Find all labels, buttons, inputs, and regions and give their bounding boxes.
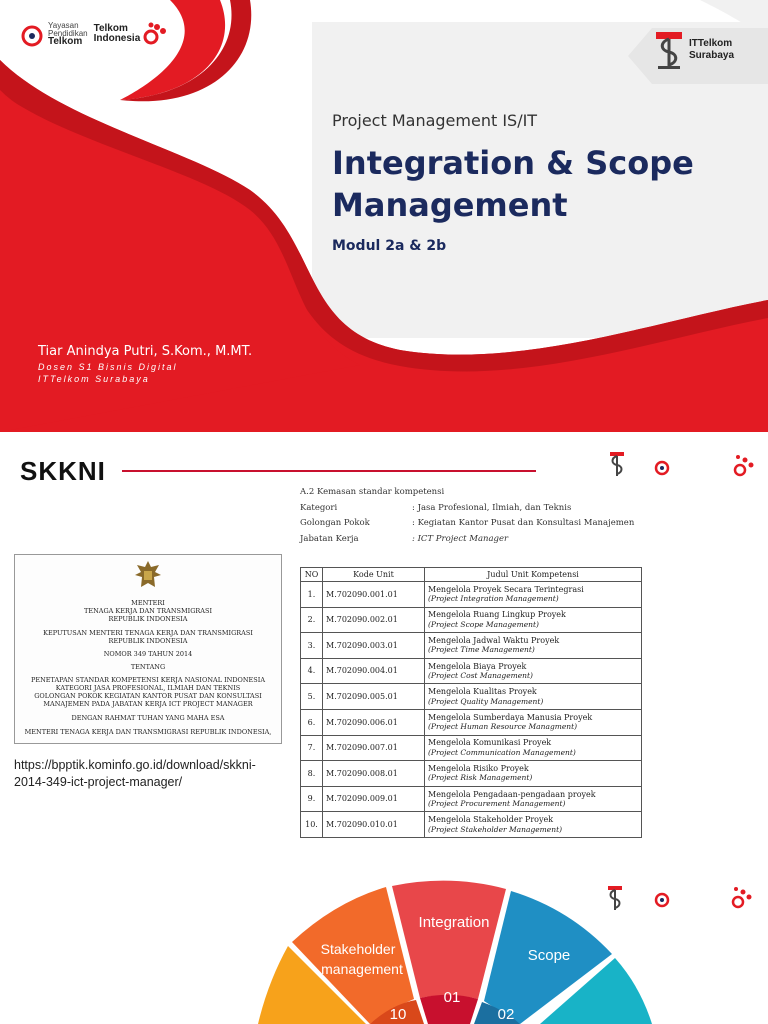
table-row bbox=[301, 633, 642, 659]
cell-no: 4. bbox=[301, 658, 323, 684]
table-body bbox=[301, 582, 642, 838]
judul-id: Mengelola Sumberdaya Manusia Proyek bbox=[428, 712, 593, 722]
doc-line-11: MANAJEMEN PADA JABATAN KERJA ICT PROJECT MANAGER bbox=[43, 700, 253, 708]
header-no: NO bbox=[301, 568, 323, 582]
cell-kode: M.702090.010.01 bbox=[323, 812, 425, 838]
itts-line2: Surabaya bbox=[689, 50, 735, 61]
slide3-logos bbox=[608, 886, 752, 910]
ypt-logo-icon bbox=[20, 20, 48, 48]
table-row bbox=[301, 607, 642, 633]
cell-kode: M.702090.008.01 bbox=[323, 761, 425, 787]
kemasan-value: : Jasa Profesional, Ilmiah, dan Teknis bbox=[412, 502, 572, 513]
num-integration: 01 bbox=[443, 989, 461, 1006]
cell-no: 7. bbox=[301, 735, 323, 761]
doc-line-3: REPUBLIK INDONESIA bbox=[108, 615, 188, 623]
label-stakeholder-line2: management bbox=[321, 961, 403, 977]
partner-logos-icon bbox=[606, 446, 756, 482]
cell-judul bbox=[425, 761, 642, 787]
title-slide bbox=[0, 0, 768, 432]
doc-line-10: GOLONGAN POKOK KEGIATAN KANTOR PUSAT DAN KONSULTASI bbox=[34, 692, 262, 700]
doc-line-6: NOMOR 349 TAHUN 2014 bbox=[103, 650, 193, 658]
judul-id: Mengelola Pengadaan-pengadaan proyek bbox=[428, 789, 596, 799]
table-row bbox=[301, 735, 642, 761]
table-row bbox=[301, 582, 642, 608]
table-row bbox=[301, 786, 642, 812]
judul-en: (Project Human Resource Managment) bbox=[428, 722, 578, 732]
kemasan-key: Golongan Pokok bbox=[300, 518, 370, 528]
cell-no: 1. bbox=[301, 582, 323, 608]
cell-judul bbox=[425, 633, 642, 659]
judul-en: (Project Scope Management) bbox=[428, 619, 539, 629]
kemasan-key: Kategori bbox=[300, 502, 338, 513]
doc-line-7: TENTANG bbox=[130, 663, 166, 671]
author-name: Tiar Anindya Putri, S.Kom., M.MT. bbox=[38, 344, 253, 359]
course-subtitle: Project Management IS/IT bbox=[332, 111, 538, 130]
cell-kode: M.702090.006.01 bbox=[323, 709, 425, 735]
label-stakeholder-line1: Stakeholder bbox=[320, 941, 396, 957]
table-row bbox=[301, 761, 642, 787]
cell-no: 5. bbox=[301, 684, 323, 710]
kemasan-block bbox=[300, 485, 634, 547]
cell-kode: M.702090.001.01 bbox=[323, 582, 425, 608]
kemasan-value: : Kegiatan Kantor Pusat dan Konsultasi Manajemen bbox=[412, 518, 635, 528]
ypt-line1: Yayasan bbox=[48, 21, 79, 30]
telkom-line2: Indonesia bbox=[93, 33, 141, 44]
kemasan-key: Jabatan Kerja bbox=[300, 533, 359, 544]
judul-en: (Project Stakeholder Management) bbox=[428, 824, 563, 834]
cell-no: 3. bbox=[301, 633, 323, 659]
doc-line-1: MENTERI bbox=[131, 599, 165, 607]
judul-id: Mengelola Ruang Lingkup Proyek bbox=[428, 610, 566, 620]
header-logos bbox=[606, 446, 756, 487]
judul-en: (Project Integration Management) bbox=[428, 594, 559, 604]
cell-judul bbox=[425, 812, 642, 838]
cell-no: 2. bbox=[301, 607, 323, 633]
slide-title-line2: Management bbox=[332, 186, 568, 224]
judul-id: Mengelola Proyek Secara Terintegrasi bbox=[428, 584, 584, 594]
cell-kode: M.702090.004.01 bbox=[323, 658, 425, 684]
ypt-line3: Telkom bbox=[48, 36, 83, 47]
cell-judul bbox=[425, 582, 642, 608]
kemasan-heading: A.2 Kemasan standar kompetensi bbox=[300, 487, 445, 497]
cell-judul bbox=[425, 607, 642, 633]
kemasan-row bbox=[300, 501, 634, 517]
judul-id: Mengelola Biaya Proyek bbox=[428, 661, 527, 671]
ittelkom-surabaya-logo bbox=[652, 30, 734, 70]
cell-kode: M.702090.007.01 bbox=[323, 735, 425, 761]
table-row bbox=[301, 812, 642, 838]
garuda-emblem-icon bbox=[133, 559, 163, 593]
judul-en: (Project Quality Management) bbox=[428, 696, 544, 706]
author-role-line2: ITTelkom Surabaya bbox=[38, 374, 150, 384]
cell-judul bbox=[425, 658, 642, 684]
label-scope: Scope bbox=[527, 947, 571, 964]
doc-line-12: DENGAN RAHMAT TUHAN YANG MAHA ESA bbox=[71, 714, 225, 722]
ypt-line2: Pendidikan bbox=[48, 29, 88, 38]
judul-en: (Project Procurement Management) bbox=[428, 799, 566, 809]
author-role-line1: Dosen S1 Bisnis Digital bbox=[38, 362, 178, 372]
telkom-indonesia-logo bbox=[94, 24, 141, 44]
kemasan-row bbox=[300, 516, 634, 532]
cell-no: 10. bbox=[301, 812, 323, 838]
doc-line-9: KATEGORI JASA PROFESIONAL, ILMIAH DAN TEKNIS bbox=[55, 684, 241, 692]
cell-kode: M.702090.005.01 bbox=[323, 684, 425, 710]
title-divider bbox=[122, 470, 536, 472]
table-row bbox=[301, 684, 642, 710]
judul-en: (Project Risk Management) bbox=[428, 773, 533, 783]
table-row bbox=[301, 658, 642, 684]
competency-unit-table bbox=[300, 567, 642, 838]
label-integration: Integration bbox=[418, 914, 490, 931]
cell-no: 9. bbox=[301, 786, 323, 812]
doc-line-4: KEPUTUSAN MENTERI TENAGA KERJA DAN TRANSMIGRASI bbox=[43, 629, 253, 637]
judul-id: Mengelola Risiko Proyek bbox=[428, 763, 529, 773]
slide-title-line1: Integration & Scope bbox=[332, 144, 694, 182]
cell-kode: M.702090.002.01 bbox=[323, 607, 425, 633]
header-judul: Judul Unit Kompetensi bbox=[425, 568, 642, 582]
cell-judul bbox=[425, 684, 642, 710]
telkom-line1: Telkom bbox=[93, 23, 128, 34]
modul-label: Modul 2a & 2b bbox=[332, 238, 447, 254]
table-header-row bbox=[301, 568, 642, 582]
kemasan-row bbox=[300, 532, 634, 548]
skkni-slide bbox=[0, 432, 768, 864]
kemasan-value: : ICT Project Manager bbox=[412, 533, 509, 544]
judul-en: (Project Communication Management) bbox=[428, 747, 576, 757]
knowledge-wheel bbox=[0, 864, 768, 1024]
ypt-logo bbox=[20, 20, 168, 48]
cell-judul bbox=[425, 786, 642, 812]
judul-id: Mengelola Stakeholder Proyek bbox=[428, 815, 554, 825]
source-link[interactable]: https://bpptik.kominfo.go.id/download/skkni-2014-349-ict-project-manager/ bbox=[14, 758, 256, 789]
cell-no: 6. bbox=[301, 709, 323, 735]
cell-judul bbox=[425, 735, 642, 761]
knowledge-areas-slide bbox=[0, 864, 768, 1024]
itts-line1: ITTelkom bbox=[689, 38, 733, 49]
table-row bbox=[301, 709, 642, 735]
judul-id: Mengelola Kualitas Proyek bbox=[428, 687, 537, 697]
doc-line-13: MENTERI TENAGA KERJA DAN TRANSMIGRASI REPUBLIK INDONESIA, bbox=[24, 728, 272, 736]
judul-id: Mengelola Jadwal Waktu Proyek bbox=[428, 635, 560, 645]
author-role bbox=[38, 361, 178, 385]
doc-line-8: PENETAPAN STANDAR KOMPETENSI KERJA NASIONAL INDONESIA bbox=[30, 676, 266, 684]
cell-kode: M.702090.009.01 bbox=[323, 786, 425, 812]
decree-document-image bbox=[14, 554, 282, 744]
header-kode: Kode Unit bbox=[323, 568, 425, 582]
slide-title bbox=[332, 142, 732, 226]
skkni-title: SKKNI bbox=[20, 456, 106, 486]
judul-en: (Project Cost Management) bbox=[428, 671, 533, 681]
cell-no: 8. bbox=[301, 761, 323, 787]
judul-en: (Project Time Management) bbox=[428, 645, 535, 655]
cell-judul bbox=[425, 709, 642, 735]
doc-line-5: REPUBLIK INDONESIA bbox=[108, 637, 188, 645]
judul-id: Mengelola Komunikasi Proyek bbox=[428, 738, 552, 748]
num-scope: 02 bbox=[497, 1006, 515, 1023]
ittelkom-emblem-icon bbox=[652, 30, 686, 70]
telkom-hand-icon bbox=[142, 21, 168, 47]
num-stakeholder: 10 bbox=[389, 1006, 407, 1023]
doc-line-2: TENAGA KERJA DAN TRANSMIGRASI bbox=[83, 607, 213, 615]
cell-kode: M.702090.003.01 bbox=[323, 633, 425, 659]
